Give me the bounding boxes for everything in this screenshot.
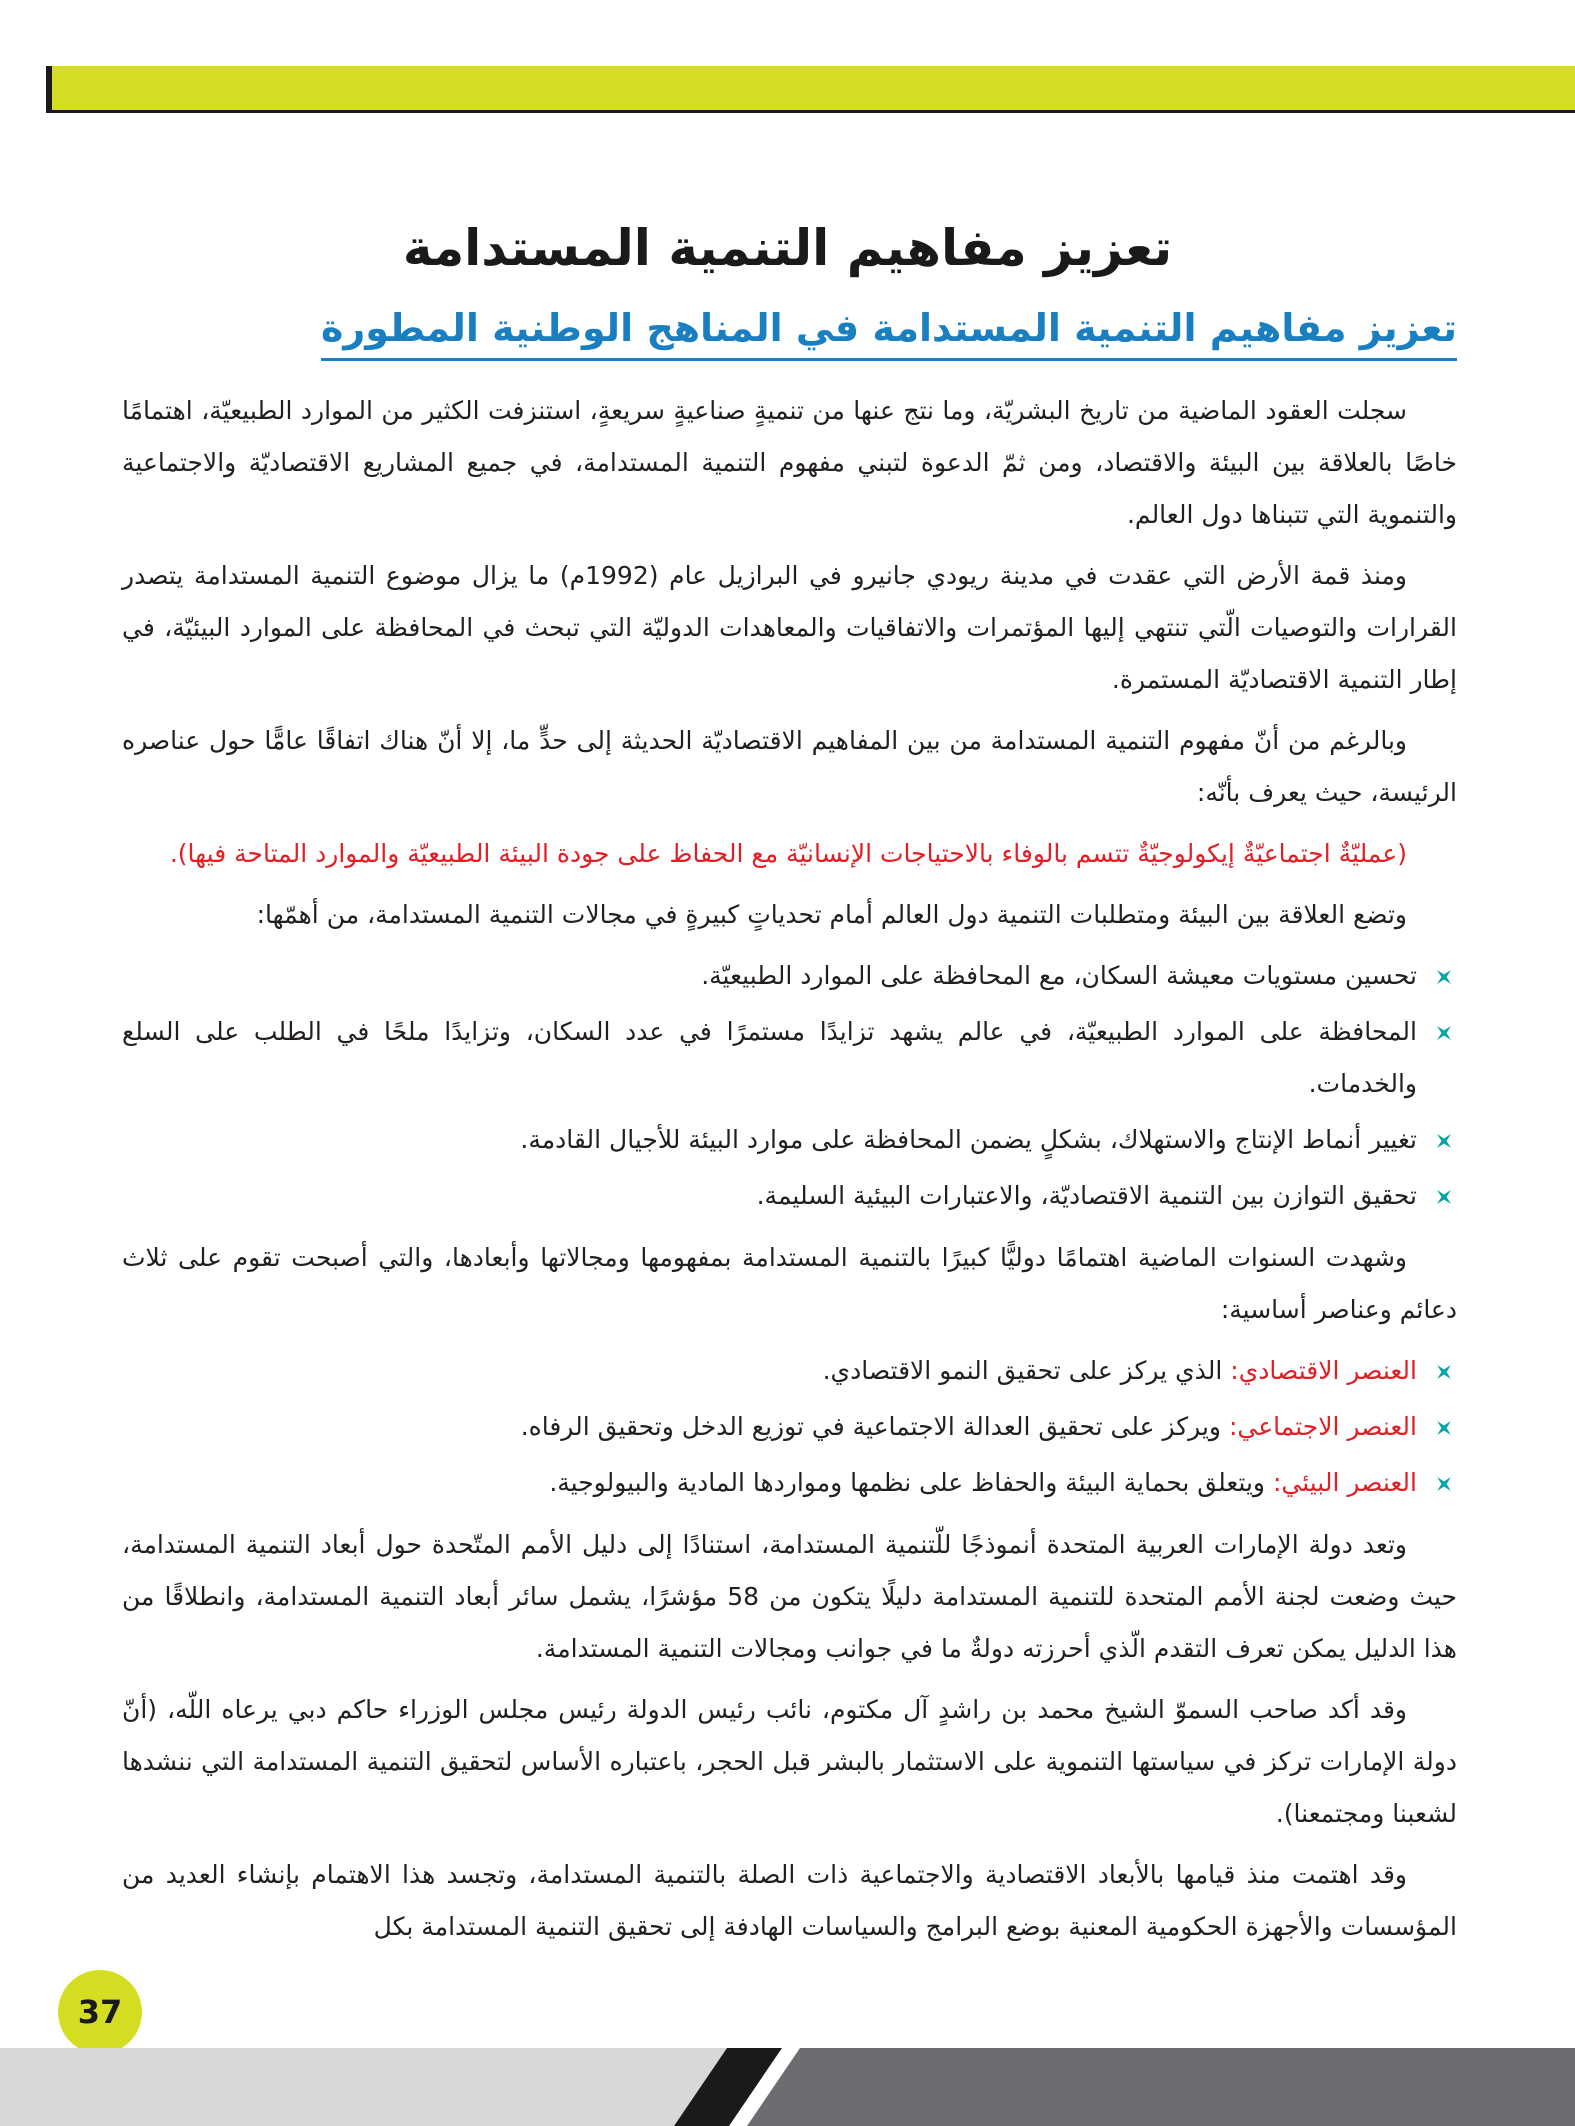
paragraph-definition: (عمليّةٌ اجتماعيّةٌ إيكولوجيّةٌ تتسم بالوفاء بالاحتياجات الإنسانيّة مع الحفاظ على جودة البيئة الطبيعيّة والموارد المتاحة فيها). bbox=[169, 839, 1407, 868]
star-bullet-icon bbox=[1437, 1190, 1451, 1204]
list-item-text: تحسين مستويات معيشة السكان، مع المحافظة على الموارد الطبيعيّة. bbox=[701, 961, 1417, 990]
paragraph-pillars-intro: وشهدت السنوات الماضية اهتمامًا دوليًّا كبيرًا بالتنمية المستدامة بمفهومها ومجالاتها وأبعادها، والتي أصبحت تقوم على ثلاث دعائم وعناصر أساسية: bbox=[122, 1243, 1457, 1324]
list-item bbox=[122, 1006, 1417, 1110]
star-bullet-icon bbox=[1437, 1421, 1451, 1435]
pillar-term-economic: العنصر الاقتصادي: bbox=[1230, 1356, 1417, 1385]
pillars-list bbox=[122, 1345, 1457, 1509]
star-bullet-icon bbox=[1437, 970, 1451, 984]
paragraph-uae-model: وتعد دولة الإمارات العربية المتحدة أنموذجًا للّتنمية المستدامة، استنادًا إلى دليل الأمم المتّحدة حول أبعاد التنمية المستدامة، حيث وضعت لجنة الأمم المتحدة للتنمية المستدامة دليلًا يتكون من 58 مؤشرًا، يشمل سائر أبعاد التنمية المستدامة، وانطلاقًا من هذا الدليل يمكن تعرف التقدم الّذي أحرزته دولةٌ ما في جوانب ومجالات التنمية المستدامة. bbox=[122, 1530, 1457, 1663]
body-content bbox=[122, 385, 1457, 1962]
paragraph-challenges-intro: وتضع العلاقة بين البيئة ومتطلبات التنمية دول العالم أمام تحدياتٍ كبيرةٍ في مجالات التنمية المستدامة، من أهمّها: bbox=[256, 900, 1407, 929]
list-item bbox=[122, 1114, 1417, 1166]
pillar-term-social: العنصر الاجتماعي: bbox=[1228, 1412, 1417, 1441]
footer-decoration bbox=[0, 2048, 1575, 2126]
pillar-text: ويتعلق بحماية البيئة والحفاظ على نظمها ومواردها المادية والبيولوجية. bbox=[549, 1468, 1273, 1497]
footer-gray-band bbox=[0, 2048, 727, 2126]
pillar-text: الذي يركز على تحقيق النمو الاقتصادي. bbox=[822, 1356, 1231, 1385]
list-item bbox=[122, 1345, 1417, 1397]
star-bullet-icon bbox=[1437, 1477, 1451, 1491]
challenges-list bbox=[122, 950, 1457, 1222]
paragraph-institutions: وقد اهتمت منذ قيامها بالأبعاد الاقتصادية والاجتماعية ذات الصلة بالتنمية المستدامة، وتجسد هذا الاهتمام بإنشاء العديد من المؤسسات والأجهزة الحكومية المعنية بوضع البرامج والسياسات الهادفة إلى تحقيق التنمية المستدامة بكل bbox=[122, 1860, 1457, 1941]
pillar-term-environmental: العنصر البيئي: bbox=[1272, 1468, 1417, 1497]
paragraph-earth-summit: ومنذ قمة الأرض التي عقدت في مدينة ريودي جانيرو في البرازيل عام (1992م) ما يزال موضوع التنمية المستدامة يتصدر القرارات والتوصيات الّتي تنتهي إليها المؤتمرات والاتفاقيات والمعاهدات الدوليّة التي تبحث في المحافظة على الموارد البيئيّة، في إطار التنمية الاقتصاديّة المستمرة. bbox=[122, 561, 1457, 694]
page-title: تعزيز مفاهيم التنمية المستدامة bbox=[402, 219, 1173, 277]
star-bullet-icon bbox=[1437, 1134, 1451, 1148]
list-item bbox=[122, 1457, 1417, 1509]
footer-dark-band bbox=[747, 2048, 1575, 2126]
top-header-bar bbox=[46, 66, 1575, 113]
list-item-text: تحقيق التوازن بين التنمية الاقتصاديّة، والاعتبارات البيئية السليمة. bbox=[756, 1181, 1417, 1210]
list-item bbox=[122, 950, 1417, 1002]
page-number-badge bbox=[58, 1970, 142, 2054]
paragraph-sheikh-quote: وقد أكد صاحب السموّ الشيخ محمد بن راشدٍ آل مكتوم، نائب رئيس الدولة رئيس مجلس الوزراء حاكم دبي يرعاه اللّه، (أنّ دولة الإمارات تركز في سياستها التنموية على الاستثمار بالبشر قبل الحجر، باعتباره الأساس لتحقيق التنمية المستدامة التي ننشدها لشعبنا ومجتمعنا). bbox=[122, 1695, 1457, 1828]
list-item bbox=[122, 1170, 1417, 1222]
list-item-text: تغيير أنماط الإنتاج والاستهلاك، بشكلٍ يضمن المحافظة على موارد البيئة للأجيال القادمة. bbox=[520, 1125, 1417, 1154]
star-bullet-icon bbox=[1437, 1026, 1451, 1040]
list-item-text: المحافظة على الموارد الطبيعيّة، في عالم يشهد تزايدًا مستمرًا في عدد السكان، وتزايدًا ملحًا في الطلب على السلع والخدمات. bbox=[122, 1017, 1417, 1098]
star-bullet-icon bbox=[1437, 1365, 1451, 1379]
section-title: تعزيز مفاهيم التنمية المستدامة في المناهج الوطنية المطورة bbox=[321, 302, 1457, 361]
page-number: 37 bbox=[77, 1993, 123, 2031]
pillar-text: ويركز على تحقيق العدالة الاجتماعية في توزيع الدخل وتحقيق الرفاه. bbox=[520, 1412, 1229, 1441]
list-item bbox=[122, 1401, 1417, 1453]
paragraph-definition-intro: وبالرغم من أنّ مفهوم التنمية المستدامة من بين المفاهيم الاقتصاديّة الحديثة إلى حدٍّ ما، إلا أنّ هناك اتفاقًا عامًّا حول عناصره الرئيسة، حيث يعرف بأنّه: bbox=[122, 726, 1457, 807]
paragraph-intro: سجلت العقود الماضية من تاريخ البشريّة، وما نتج عنها من تنميةٍ صناعيةٍ سريعةٍ، استنزفت الكثير من الموارد الطبيعيّة، اهتمامًا خاصًا بالعلاقة بين البيئة والاقتصاد، ومن ثمّ الدعوة لتبني مفهوم التنمية المستدامة، في جميع المشاريع الاقتصاديّة والاجتماعية والتنموية التي تتبناها دول العالم. bbox=[122, 396, 1457, 529]
